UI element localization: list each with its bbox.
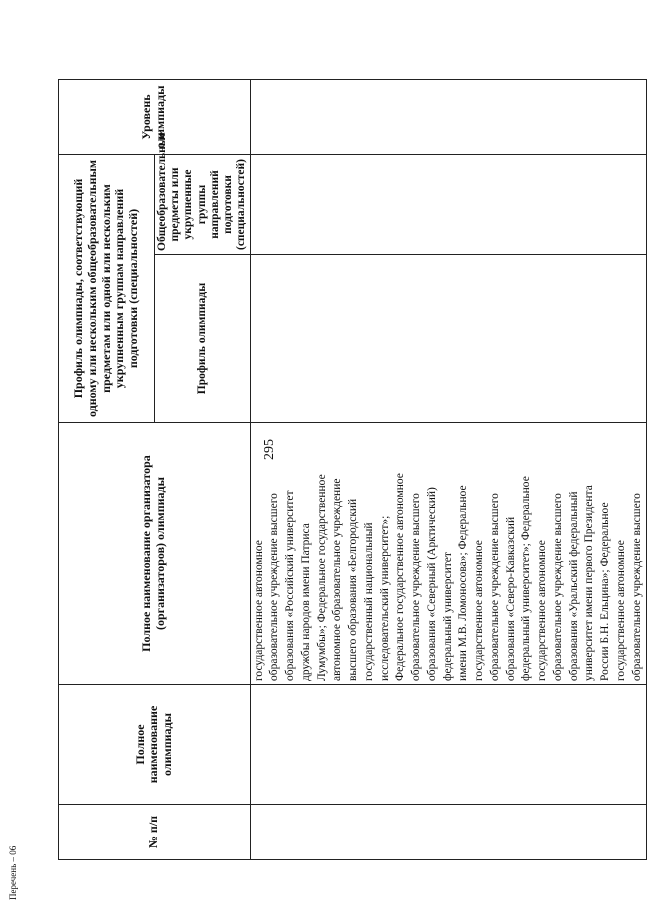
cell-level [250, 80, 647, 155]
org-line: высшего образования «Белгородский [347, 498, 360, 681]
org-line: образовательное учреждение высшего [630, 493, 643, 681]
org-line: государственное автономное [536, 540, 549, 681]
org-line: университет имени первого Президента [583, 485, 596, 681]
header-subjects: Общеобразовательные предметы или укрупненные группы направлений подготовки (специальностей) [155, 155, 251, 255]
org-line: автономное образовательное учреждение [331, 478, 344, 681]
header-level: Уровень олимпиады [59, 80, 251, 155]
org-line: образования «Северо-Кавказский [504, 516, 517, 681]
header-profile-group: Профиль олимпиады, соответствующий одному или нескольким общеобразовательным предметам или одной или нескольким укрупненным группам направлений подготовки (специальностей) [59, 155, 155, 423]
header-profile: Профиль олимпиады [155, 255, 251, 423]
org-line: дружбы народов имени Патриса [299, 523, 312, 681]
org-line: исследовательский университет»; [378, 515, 391, 681]
org-line: Федеральное государственное автономное [394, 473, 407, 681]
org-line: Лумумбы»; Федеральное государственное [315, 474, 328, 681]
header-num: № п/п [59, 805, 251, 860]
rotated-table-container [58, 80, 643, 860]
cell-num [250, 805, 647, 860]
olympiad-table [58, 79, 647, 860]
org-line: федеральный университет [441, 552, 454, 681]
org-line: образовательное учреждение высшего [551, 493, 564, 681]
org-line: имени М.В. Ломоносова»; Федеральное [457, 485, 470, 681]
org-line: образовательное учреждение высшего [488, 493, 501, 681]
org-line: образовательное учреждение высшего [410, 493, 423, 681]
org-line: образования «Северный (Арктический) [425, 487, 438, 681]
org-line: государственное автономное [614, 540, 627, 681]
page-number: 295 [262, 439, 277, 460]
org-line: государственное автономное [252, 540, 265, 681]
org-line: образования «Уральский федеральный [567, 491, 580, 681]
org-line: государственное автономное [473, 540, 486, 681]
header-organizer: Полное наименование организатора (организаторов) олимпиады [59, 423, 251, 685]
org-line: образования «Российский университет [284, 490, 297, 681]
cell-subjects [250, 155, 647, 255]
header-olympiad-name: Полное наименование олимпиады [59, 685, 251, 805]
cell-profile [250, 255, 647, 423]
table-row [250, 80, 647, 860]
cell-organizer [250, 423, 647, 685]
org-line: федеральный университет»; Федеральное [520, 476, 533, 681]
org-line: государственный национальный [362, 522, 375, 681]
cell-olympiad-name [250, 685, 647, 805]
org-line: образовательное учреждение высшего [268, 493, 281, 681]
org-line: России Б.Н. Ельцина»; Федеральное [599, 502, 612, 681]
footer-label: Перечень – 06 [8, 845, 18, 900]
